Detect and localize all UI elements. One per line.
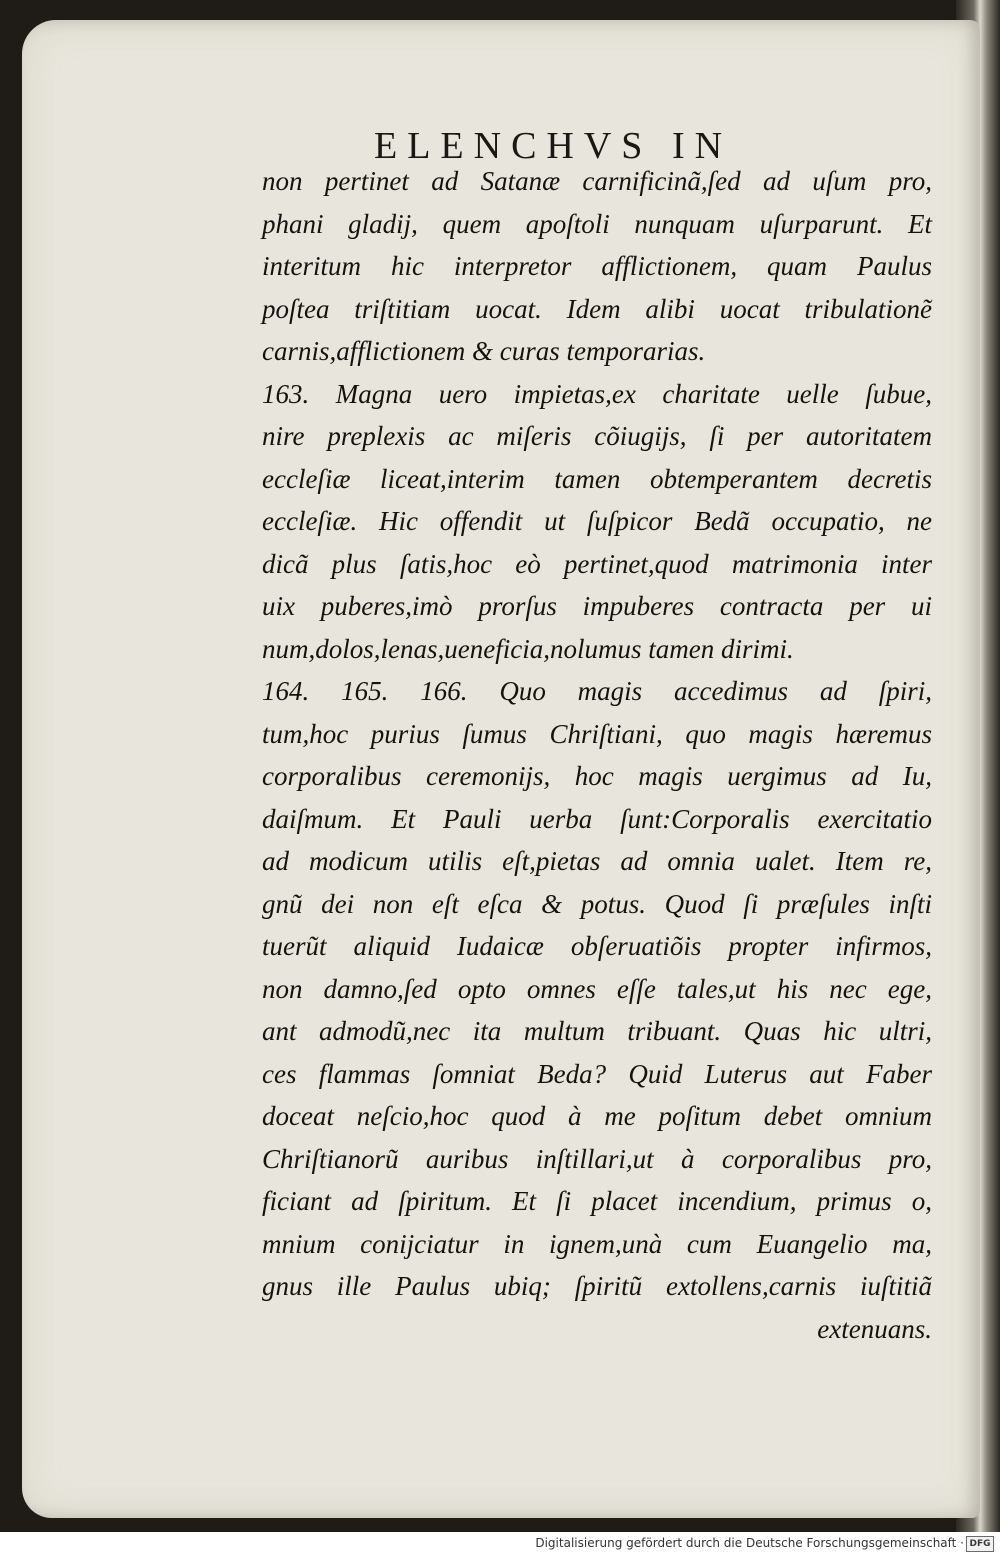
text-line: non damno,ſed opto omnes eſſe tales,ut his nec ege, xyxy=(262,973,932,1004)
footer-bar xyxy=(0,1532,1000,1555)
dfg-logo: DFG xyxy=(966,1536,994,1552)
text-line: ces flammas ſomniat Beda? Quid Luterus aut Faber xyxy=(262,1058,932,1089)
text-line: extenuans. xyxy=(817,1313,932,1344)
text-line: eccleſiæ. Hic offendit ut ſuſpicor Bedã occupatio, ne xyxy=(262,506,932,536)
text-line: Chriſtianorũ auribus inſtillari,ut à corporalibus pro, xyxy=(262,1143,932,1174)
running-head: ELENCHVS IN xyxy=(374,125,733,167)
text-line: ad modicum utilis eſt,pietas ad omnia ualet. Item re, xyxy=(262,846,932,876)
text-line: tuerũt aliquid Iudaicæ obſeruatiõis propter infirmos, xyxy=(262,931,932,961)
text-line: corporalibus ceremonijs, hoc magis uergimus ad Iu, xyxy=(262,761,932,791)
text-line: carnis,afflictionem & curas temporarias. xyxy=(262,336,706,366)
funding-credit: Digitalisierung gefördert durch die Deutsche Forschungsgemeinschaft · xyxy=(535,1536,964,1550)
text-line: phani gladij, quem apoſtoli nunquam uſurparunt. Et xyxy=(262,208,932,239)
text-line: eccleſiæ liceat,interim tamen obtemperantem decretis xyxy=(262,463,932,494)
text-line: doceat neſcio,hoc quod à me poſitum debet omnium xyxy=(262,1101,932,1131)
text-line: nire preplexis ac miſeris cõiugijs, ſi per autoritatem xyxy=(262,421,932,451)
text-line: poſtea triſtitiam uocat. Idem alibi uocat tribulationẽ xyxy=(262,293,932,324)
text-line: daiſmum. Et Pauli uerba ſunt:Corporalis exercitatio xyxy=(262,803,932,834)
text-line: num,dolos,lenas,ueneficia,nolumus tamen dirimi. xyxy=(262,633,794,664)
text-block xyxy=(262,160,932,1350)
text-line: gnus ille Paulus ubiq; ſpiritũ extollens,carnis iuſtitiã xyxy=(262,1271,932,1301)
text-line: mnium conijciatur in ignem,unà cum Euangelio ma, xyxy=(262,1228,932,1259)
text-line: 163. Magna uero impietas,ex charitate uelle ſubue, xyxy=(262,378,932,409)
text-line: gnũ dei non eſt eſca & potus. Quod ſi præſules inſti xyxy=(262,888,932,919)
text-line: 164. 165. 166. Quo magis accedimus ad ſpiri, xyxy=(262,676,932,706)
text-line: tum,hoc purius ſumus Chriſtiani, quo magis hæremus xyxy=(262,718,932,749)
text-line: ficiant ad ſpiritum. Et ſi placet incendium, primus o, xyxy=(262,1186,932,1216)
text-line: non pertinet ad Satanæ carnificinã,ſed ad uſum pro, xyxy=(262,166,932,196)
text-line: uix puberes,imò prorſus impuberes contracta per ui xyxy=(262,591,932,621)
text-line: ant admodũ,nec ita multum tribuant. Quas hic ultri, xyxy=(262,1016,932,1046)
text-line: interitum hic interpretor afflictionem, quam Paulus xyxy=(262,251,932,281)
text-line: dicã plus ſatis,hoc eò pertinet,quod matrimonia inter xyxy=(262,548,932,579)
